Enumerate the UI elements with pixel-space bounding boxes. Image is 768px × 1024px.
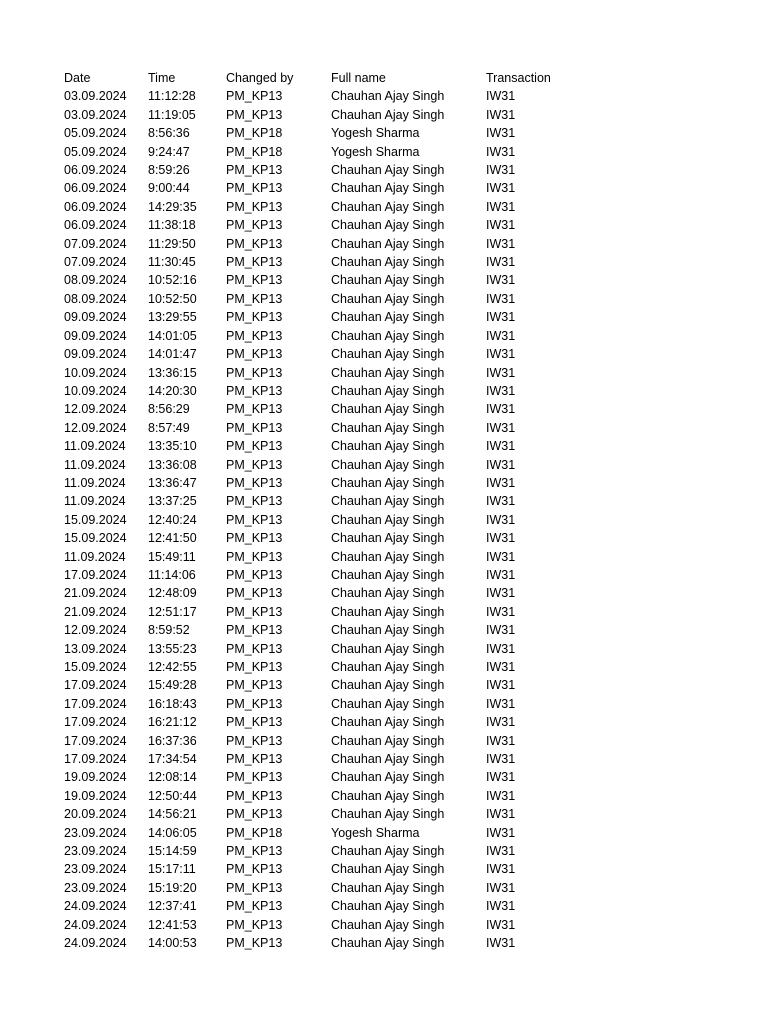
cell-transaction: IW31	[486, 365, 516, 380]
cell-changed-by: PM_KP13	[226, 402, 283, 417]
cell-time: 15:14:59	[148, 844, 197, 859]
cell-transaction: IW31	[486, 678, 516, 693]
cell-date: 19.09.2024	[64, 788, 127, 803]
table-row	[64, 400, 584, 418]
cell-changed-by: PM_KP13	[226, 715, 283, 730]
cell-date: 09.09.2024	[64, 328, 127, 343]
cell-transaction: IW31	[486, 531, 516, 546]
cell-date: 11.09.2024	[64, 457, 126, 472]
cell-changed-by: PM_KP13	[226, 439, 283, 454]
cell-transaction: IW31	[486, 291, 516, 306]
cell-time: 10:52:16	[148, 273, 197, 288]
table-row	[64, 879, 584, 897]
cell-time: 15:19:20	[148, 880, 197, 895]
cell-transaction: IW31	[486, 512, 516, 527]
cell-date: 11.09.2024	[64, 494, 126, 509]
cell-date: 17.09.2024	[64, 678, 127, 693]
cell-changed-by: PM_KP13	[226, 567, 283, 582]
cell-full-name: Chauhan Ajay Singh	[331, 678, 445, 693]
cell-time: 14:29:35	[148, 199, 197, 214]
cell-date: 15.09.2024	[64, 531, 127, 546]
table-row	[64, 456, 584, 474]
cell-transaction: IW31	[486, 844, 516, 859]
cell-time: 13:36:08	[148, 457, 197, 472]
cell-transaction: IW31	[486, 696, 516, 711]
cell-transaction: IW31	[486, 807, 516, 822]
cell-changed-by: PM_KP13	[226, 512, 283, 527]
cell-changed-by: PM_KP13	[226, 107, 283, 122]
change-log-table	[64, 69, 584, 953]
cell-transaction: IW31	[486, 936, 516, 951]
cell-full-name: Chauhan Ajay Singh	[331, 641, 445, 656]
cell-time: 8:57:49	[148, 420, 190, 435]
cell-full-name: Chauhan Ajay Singh	[331, 788, 445, 803]
cell-changed-by: PM_KP13	[226, 549, 283, 564]
table-row	[64, 290, 584, 308]
cell-changed-by: PM_KP13	[226, 917, 283, 932]
cell-full-name: Chauhan Ajay Singh	[331, 696, 445, 711]
cell-changed-by: PM_KP13	[226, 347, 283, 362]
cell-date: 10.09.2024	[64, 365, 127, 380]
cell-transaction: IW31	[486, 862, 516, 877]
cell-changed-by: PM_KP13	[226, 788, 283, 803]
cell-date: 06.09.2024	[64, 218, 127, 233]
table-row	[64, 437, 584, 455]
header-row	[64, 69, 584, 87]
cell-changed-by: PM_KP13	[226, 899, 283, 914]
cell-time: 14:56:21	[148, 807, 197, 822]
cell-transaction: IW31	[486, 402, 516, 417]
cell-date: 12.09.2024	[64, 420, 127, 435]
table-body	[64, 87, 584, 952]
table-row	[64, 364, 584, 382]
cell-changed-by: PM_KP13	[226, 807, 283, 822]
table-row	[64, 492, 584, 510]
cell-transaction: IW31	[486, 825, 516, 840]
cell-date: 21.09.2024	[64, 604, 127, 619]
cell-date: 08.09.2024	[64, 291, 127, 306]
cell-full-name: Chauhan Ajay Singh	[331, 567, 445, 582]
cell-changed-by: PM_KP13	[226, 291, 283, 306]
table-row	[64, 474, 584, 492]
cell-date: 08.09.2024	[64, 273, 127, 288]
table-row	[64, 106, 584, 124]
cell-transaction: IW31	[486, 236, 516, 251]
table-row	[64, 934, 584, 952]
cell-full-name: Chauhan Ajay Singh	[331, 273, 445, 288]
cell-changed-by: PM_KP13	[226, 475, 283, 490]
cell-transaction: IW31	[486, 89, 516, 104]
cell-transaction: IW31	[486, 163, 516, 178]
cell-full-name: Chauhan Ajay Singh	[331, 917, 445, 932]
cell-changed-by: PM_KP13	[226, 844, 283, 859]
cell-changed-by: PM_KP13	[226, 163, 283, 178]
cell-date: 11.09.2024	[64, 439, 126, 454]
cell-transaction: IW31	[486, 383, 516, 398]
cell-time: 12:50:44	[148, 788, 197, 803]
cell-time: 12:41:50	[148, 531, 197, 546]
cell-date: 06.09.2024	[64, 163, 127, 178]
cell-full-name: Chauhan Ajay Singh	[331, 494, 445, 509]
cell-date: 19.09.2024	[64, 770, 127, 785]
cell-date: 12.09.2024	[64, 623, 127, 638]
cell-time: 9:00:44	[148, 181, 190, 196]
cell-full-name: Yogesh Sharma	[331, 144, 420, 159]
table-row	[64, 713, 584, 731]
cell-transaction: IW31	[486, 586, 516, 601]
cell-date: 23.09.2024	[64, 825, 127, 840]
cell-full-name: Chauhan Ajay Singh	[331, 531, 445, 546]
cell-time: 12:40:24	[148, 512, 197, 527]
header-full-name: Full name	[331, 71, 386, 85]
table-row	[64, 124, 584, 142]
cell-transaction: IW31	[486, 641, 516, 656]
cell-time: 14:01:47	[148, 347, 197, 362]
cell-changed-by: PM_KP13	[226, 733, 283, 748]
cell-full-name: Chauhan Ajay Singh	[331, 844, 445, 859]
cell-time: 15:49:11	[148, 549, 196, 564]
cell-full-name: Chauhan Ajay Singh	[331, 899, 445, 914]
cell-changed-by: PM_KP13	[226, 365, 283, 380]
cell-time: 8:56:29	[148, 402, 190, 417]
cell-time: 15:49:28	[148, 678, 197, 693]
table-row	[64, 327, 584, 345]
table-row	[64, 787, 584, 805]
cell-changed-by: PM_KP13	[226, 752, 283, 767]
cell-date: 17.09.2024	[64, 752, 127, 767]
cell-date: 06.09.2024	[64, 181, 127, 196]
cell-date: 11.09.2024	[64, 549, 126, 564]
cell-time: 13:37:25	[148, 494, 197, 509]
cell-transaction: IW31	[486, 420, 516, 435]
cell-changed-by: PM_KP13	[226, 273, 283, 288]
cell-full-name: Chauhan Ajay Singh	[331, 862, 445, 877]
cell-changed-by: PM_KP13	[226, 328, 283, 343]
cell-changed-by: PM_KP13	[226, 678, 283, 693]
cell-full-name: Chauhan Ajay Singh	[331, 439, 445, 454]
cell-time: 11:29:50	[148, 236, 196, 251]
cell-full-name: Chauhan Ajay Singh	[331, 163, 445, 178]
cell-time: 8:59:52	[148, 623, 190, 638]
table-row	[64, 529, 584, 547]
cell-time: 16:21:12	[148, 715, 197, 730]
cell-full-name: Chauhan Ajay Singh	[331, 936, 445, 951]
cell-transaction: IW31	[486, 218, 516, 233]
table-row	[64, 916, 584, 934]
cell-full-name: Chauhan Ajay Singh	[331, 255, 445, 270]
cell-full-name: Chauhan Ajay Singh	[331, 752, 445, 767]
cell-transaction: IW31	[486, 347, 516, 362]
cell-full-name: Chauhan Ajay Singh	[331, 218, 445, 233]
cell-changed-by: PM_KP13	[226, 660, 283, 674]
table-row	[64, 584, 584, 602]
cell-changed-by: PM_KP13	[226, 586, 283, 601]
cell-date: 15.09.2024	[64, 660, 127, 674]
cell-date: 09.09.2024	[64, 347, 127, 362]
cell-full-name: Chauhan Ajay Singh	[331, 549, 445, 564]
cell-transaction: IW31	[486, 733, 516, 748]
cell-date: 11.09.2024	[64, 475, 126, 490]
table-row	[64, 235, 584, 253]
cell-full-name: Chauhan Ajay Singh	[331, 107, 445, 122]
cell-date: 06.09.2024	[64, 199, 127, 214]
cell-time: 11:19:05	[148, 107, 196, 122]
cell-date: 10.09.2024	[64, 383, 127, 398]
cell-changed-by: PM_KP13	[226, 89, 283, 104]
cell-time: 13:29:55	[148, 310, 197, 325]
cell-time: 9:24:47	[148, 144, 190, 159]
cell-transaction: IW31	[486, 126, 516, 141]
table-row	[64, 161, 584, 179]
table-row	[64, 198, 584, 216]
cell-transaction: IW31	[486, 457, 516, 472]
cell-date: 05.09.2024	[64, 126, 127, 141]
cell-changed-by: PM_KP13	[226, 936, 283, 951]
table-row	[64, 824, 584, 842]
cell-time: 14:06:05	[148, 825, 197, 840]
cell-full-name: Chauhan Ajay Singh	[331, 365, 445, 380]
cell-transaction: IW31	[486, 752, 516, 767]
cell-time: 10:52:50	[148, 291, 197, 306]
table-row	[64, 345, 584, 363]
cell-changed-by: PM_KP18	[226, 825, 283, 840]
cell-transaction: IW31	[486, 475, 516, 490]
cell-changed-by: PM_KP18	[226, 144, 283, 159]
cell-changed-by: PM_KP13	[226, 696, 283, 711]
cell-full-name: Chauhan Ajay Singh	[331, 199, 445, 214]
cell-changed-by: PM_KP13	[226, 862, 283, 877]
cell-full-name: Yogesh Sharma	[331, 825, 420, 840]
cell-date: 09.09.2024	[64, 310, 127, 325]
cell-transaction: IW31	[486, 328, 516, 343]
cell-transaction: IW31	[486, 623, 516, 638]
table-row	[64, 143, 584, 161]
cell-date: 03.09.2024	[64, 89, 127, 104]
table-row	[64, 805, 584, 823]
table-row	[64, 216, 584, 234]
cell-time: 13:36:15	[148, 365, 197, 380]
cell-full-name: Chauhan Ajay Singh	[331, 291, 445, 306]
header-changed-by: Changed by	[226, 71, 294, 85]
cell-full-name: Chauhan Ajay Singh	[331, 383, 445, 398]
cell-date: 21.09.2024	[64, 586, 127, 601]
cell-changed-by: PM_KP13	[226, 531, 283, 546]
cell-changed-by: PM_KP13	[226, 623, 283, 638]
cell-transaction: IW31	[486, 255, 516, 270]
cell-transaction: IW31	[486, 144, 516, 159]
cell-transaction: IW31	[486, 604, 516, 619]
cell-full-name: Chauhan Ajay Singh	[331, 328, 445, 343]
cell-time: 11:38:18	[148, 218, 196, 233]
table-row	[64, 603, 584, 621]
cell-full-name: Chauhan Ajay Singh	[331, 660, 445, 674]
cell-changed-by: PM_KP13	[226, 420, 283, 435]
cell-transaction: IW31	[486, 660, 516, 674]
cell-time: 12:41:53	[148, 917, 197, 932]
cell-date: 20.09.2024	[64, 807, 127, 822]
table-row	[64, 640, 584, 658]
table-row	[64, 566, 584, 584]
cell-date: 07.09.2024	[64, 236, 127, 251]
cell-transaction: IW31	[486, 107, 516, 122]
cell-transaction: IW31	[486, 899, 516, 914]
cell-full-name: Chauhan Ajay Singh	[331, 402, 445, 417]
table-row	[64, 179, 584, 197]
cell-full-name: Chauhan Ajay Singh	[331, 733, 445, 748]
table-row	[64, 676, 584, 694]
cell-time: 17:34:54	[148, 752, 197, 767]
cell-transaction: IW31	[486, 199, 516, 214]
cell-full-name: Chauhan Ajay Singh	[331, 715, 445, 730]
cell-date: 24.09.2024	[64, 899, 127, 914]
cell-changed-by: PM_KP13	[226, 236, 283, 251]
cell-full-name: Chauhan Ajay Singh	[331, 623, 445, 638]
cell-full-name: Chauhan Ajay Singh	[331, 457, 445, 472]
table-row	[64, 621, 584, 639]
table-row	[64, 253, 584, 271]
cell-time: 11:12:28	[148, 89, 196, 104]
table-row	[64, 897, 584, 915]
cell-time: 14:20:30	[148, 383, 197, 398]
cell-time: 13:35:10	[148, 439, 197, 454]
table-row	[64, 87, 584, 105]
cell-date: 03.09.2024	[64, 107, 127, 122]
table-row	[64, 750, 584, 768]
spreadsheet-page	[64, 69, 724, 953]
cell-transaction: IW31	[486, 567, 516, 582]
cell-time: 16:37:36	[148, 733, 197, 748]
cell-time: 11:14:06	[148, 567, 196, 582]
cell-date: 17.09.2024	[64, 733, 127, 748]
cell-full-name: Chauhan Ajay Singh	[331, 89, 445, 104]
cell-transaction: IW31	[486, 880, 516, 895]
cell-date: 23.09.2024	[64, 844, 127, 859]
cell-full-name: Chauhan Ajay Singh	[331, 347, 445, 362]
table-row	[64, 511, 584, 529]
cell-time: 8:59:26	[148, 163, 190, 178]
cell-changed-by: PM_KP13	[226, 199, 283, 214]
cell-full-name: Chauhan Ajay Singh	[331, 807, 445, 822]
cell-date: 24.09.2024	[64, 917, 127, 932]
cell-transaction: IW31	[486, 439, 516, 454]
cell-full-name: Chauhan Ajay Singh	[331, 770, 445, 785]
cell-full-name: Chauhan Ajay Singh	[331, 512, 445, 527]
header-transaction: Transaction	[486, 71, 551, 85]
cell-transaction: IW31	[486, 549, 516, 564]
cell-full-name: Yogesh Sharma	[331, 126, 420, 141]
cell-date: 05.09.2024	[64, 144, 127, 159]
cell-time: 13:55:23	[148, 641, 197, 656]
cell-time: 8:56:36	[148, 126, 190, 141]
cell-date: 24.09.2024	[64, 936, 127, 951]
cell-changed-by: PM_KP13	[226, 494, 283, 509]
cell-transaction: IW31	[486, 181, 516, 196]
cell-time: 14:00:53	[148, 936, 197, 951]
cell-full-name: Chauhan Ajay Singh	[331, 236, 445, 251]
header-date: Date	[64, 71, 91, 85]
cell-transaction: IW31	[486, 770, 516, 785]
cell-time: 12:37:41	[148, 899, 197, 914]
cell-changed-by: PM_KP13	[226, 181, 283, 196]
cell-full-name: Chauhan Ajay Singh	[331, 181, 445, 196]
cell-time: 15:17:11	[148, 862, 196, 877]
table-row	[64, 308, 584, 326]
cell-changed-by: PM_KP18	[226, 126, 283, 141]
cell-changed-by: PM_KP13	[226, 880, 283, 895]
cell-date: 15.09.2024	[64, 512, 127, 527]
table-header	[64, 69, 584, 87]
cell-full-name: Chauhan Ajay Singh	[331, 880, 445, 895]
cell-transaction: IW31	[486, 273, 516, 288]
cell-date: 12.09.2024	[64, 402, 127, 417]
cell-changed-by: PM_KP13	[226, 218, 283, 233]
cell-time: 16:18:43	[148, 696, 197, 711]
table-row	[64, 271, 584, 289]
cell-time: 14:01:05	[148, 328, 197, 343]
table-row	[64, 768, 584, 786]
header-time: Time	[148, 71, 176, 85]
cell-date: 23.09.2024	[64, 862, 127, 877]
cell-transaction: IW31	[486, 917, 516, 932]
table-row	[64, 860, 584, 878]
cell-changed-by: PM_KP13	[226, 604, 283, 619]
cell-full-name: Chauhan Ajay Singh	[331, 420, 445, 435]
table-row	[64, 419, 584, 437]
cell-transaction: IW31	[486, 494, 516, 509]
cell-time: 12:51:17	[148, 604, 197, 619]
cell-date: 13.09.2024	[64, 641, 127, 656]
cell-transaction: IW31	[486, 310, 516, 325]
cell-transaction: IW31	[486, 715, 516, 730]
cell-changed-by: PM_KP13	[226, 383, 283, 398]
cell-changed-by: PM_KP13	[226, 770, 283, 785]
table-row	[64, 658, 584, 676]
cell-full-name: Chauhan Ajay Singh	[331, 310, 445, 325]
cell-changed-by: PM_KP13	[226, 641, 283, 656]
cell-date: 17.09.2024	[64, 567, 127, 582]
table-row	[64, 732, 584, 750]
cell-time: 13:36:47	[148, 475, 197, 490]
cell-full-name: Chauhan Ajay Singh	[331, 586, 445, 601]
table-row	[64, 842, 584, 860]
table-row	[64, 382, 584, 400]
cell-date: 23.09.2024	[64, 880, 127, 895]
cell-changed-by: PM_KP13	[226, 310, 283, 325]
cell-date: 17.09.2024	[64, 696, 127, 711]
cell-full-name: Chauhan Ajay Singh	[331, 475, 445, 490]
cell-changed-by: PM_KP13	[226, 457, 283, 472]
cell-date: 17.09.2024	[64, 715, 127, 730]
cell-time: 12:42:55	[148, 660, 197, 674]
table-row	[64, 548, 584, 566]
cell-date: 07.09.2024	[64, 255, 127, 270]
cell-changed-by: PM_KP13	[226, 255, 283, 270]
cell-time: 12:08:14	[148, 770, 197, 785]
cell-time: 12:48:09	[148, 586, 197, 601]
cell-time: 11:30:45	[148, 255, 196, 270]
cell-transaction: IW31	[486, 788, 516, 803]
cell-full-name: Chauhan Ajay Singh	[331, 604, 445, 619]
table-row	[64, 695, 584, 713]
